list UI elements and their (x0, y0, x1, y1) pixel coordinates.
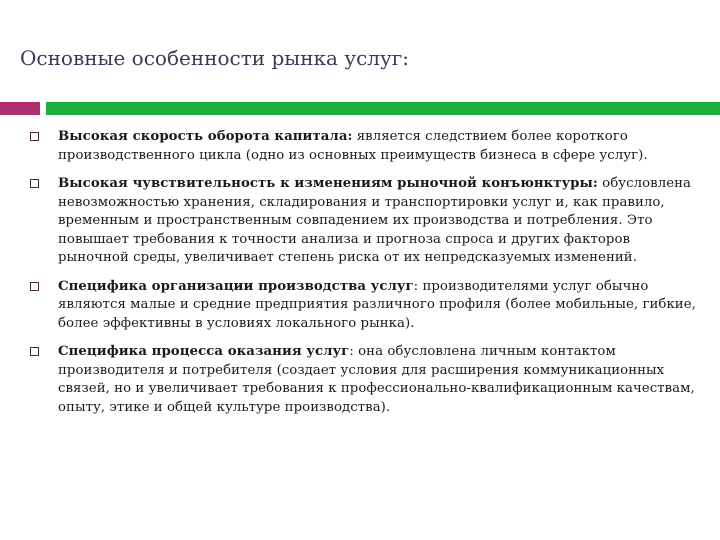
item-heading: Специфика организации производства услуг (58, 278, 414, 294)
list-item (30, 175, 700, 268)
item-text (58, 128, 700, 165)
item-text (58, 278, 700, 334)
item-heading: Высокая чувствительность к изменениям рыночной конъюнктуры: (58, 176, 598, 191)
list-item (30, 278, 700, 334)
accent-bar-pink (0, 102, 40, 115)
square-bullet-icon (30, 347, 39, 356)
item-text (58, 175, 700, 268)
item-body: : она обусловлена личным контактом производителя и потребителя (создает условия для расширения коммуникационных связей, но и увеличивает требования к профессионально-квалификационным качествам, опыту, этике и общей культуре производства). (58, 344, 695, 415)
square-bullet-icon (30, 282, 39, 291)
square-bullet-icon (30, 132, 39, 141)
item-heading: Высокая скорость оборота капитала: (58, 129, 353, 144)
item-body: является следствием более короткого производственного цикла (одно из основных преимуществ бизнеса в сфере услуг). (58, 129, 648, 163)
square-bullet-icon (30, 179, 39, 188)
item-text (58, 343, 700, 417)
slide-title: Основные особенности рынка услуг: (20, 46, 409, 70)
item-body: : производителями услуг обычно являются малые и средние предприятия различного профиля (более мобильные, гибкие, более эффективны в условиях локального рынка). (58, 278, 696, 331)
list-item (30, 128, 700, 165)
bullet-list (30, 128, 700, 427)
list-item (30, 343, 700, 417)
item-body: обусловлена невозможностью хранения, складирования и транспортировки услуг и, как правило, временным и пространственным совпадением их производства и потребления. Это повышает требования к точности анализа и прогноза спроса и других факторов рыночной среды, увеличивает степень риска от их непредсказуемых изменений. (58, 176, 692, 265)
accent-bar-green (46, 102, 720, 115)
item-heading: Специфика процесса оказания услуг (58, 344, 350, 359)
